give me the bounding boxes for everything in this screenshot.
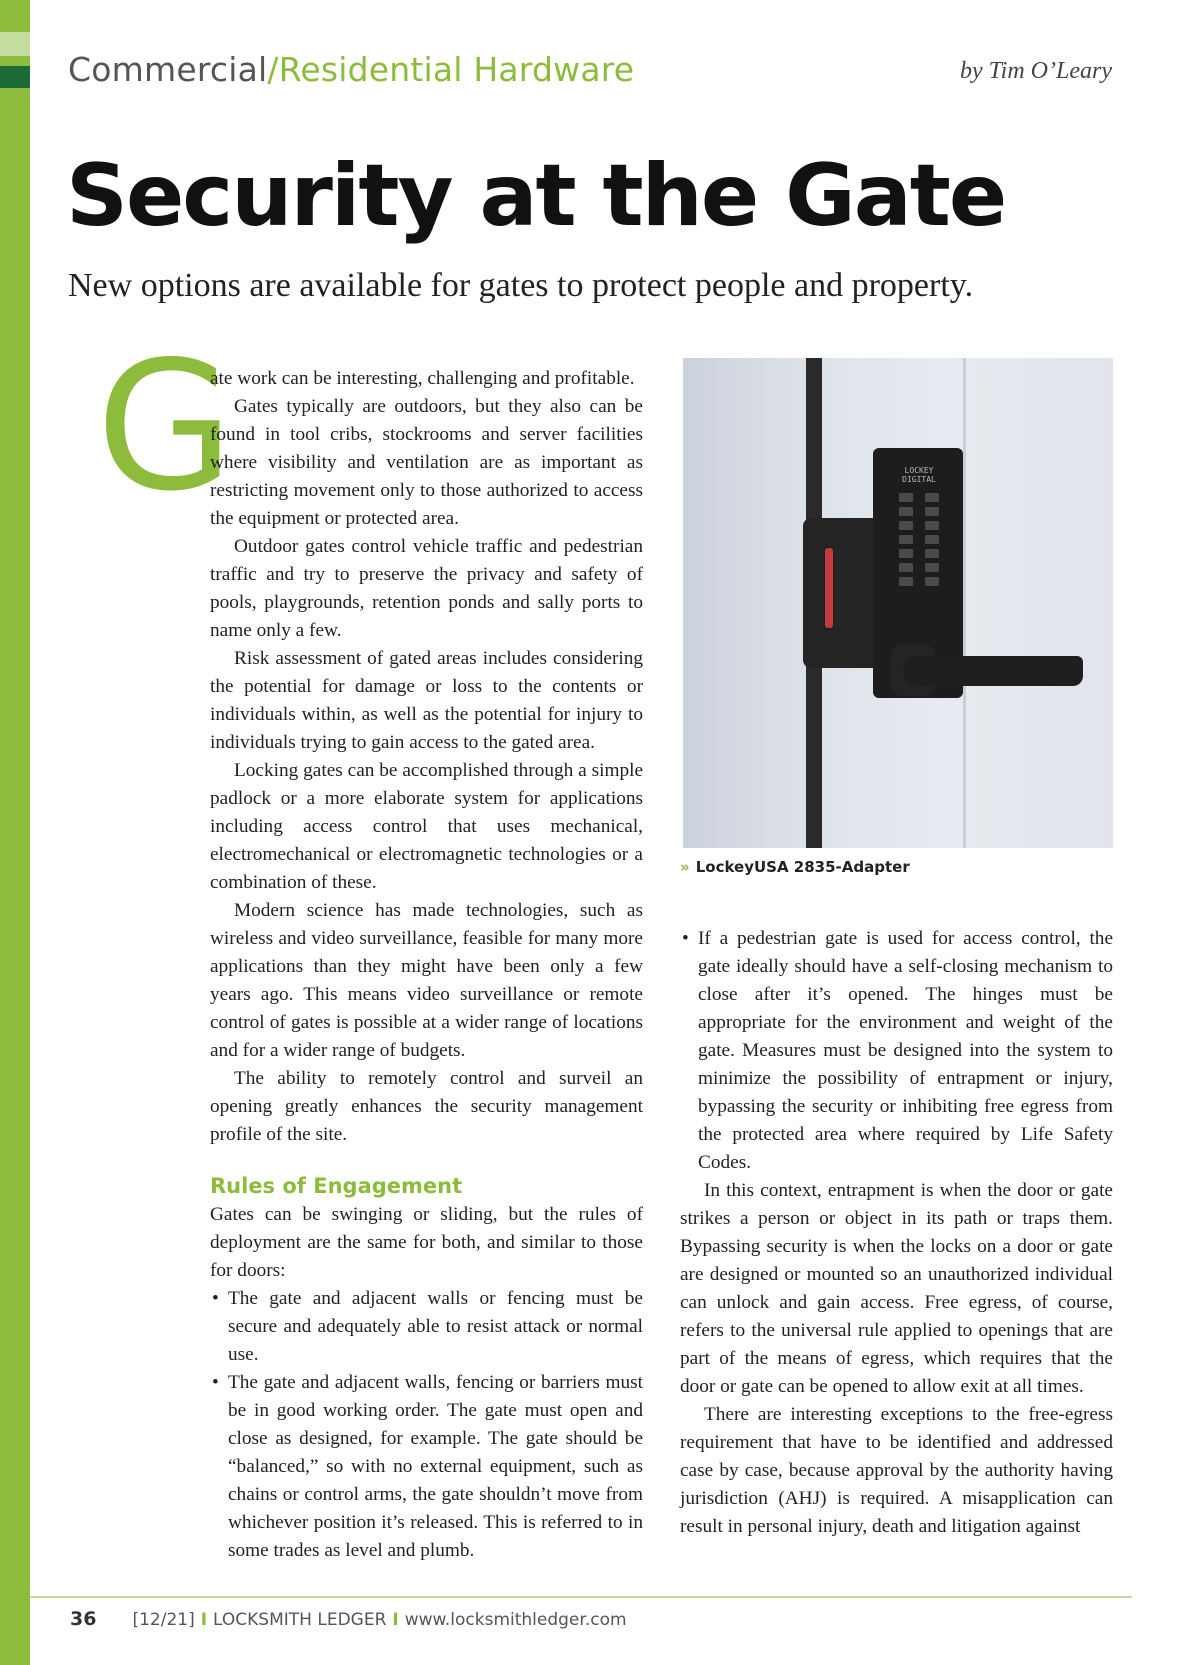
section-tab-dark [0, 66, 30, 88]
keypad-key [899, 493, 913, 502]
keypad-key [925, 521, 939, 530]
left-column [210, 365, 643, 1565]
article-title: Security at the Gate [66, 146, 1006, 246]
left-accent-bar [0, 0, 30, 1665]
paragraph: The ability to remotely control and surveil an opening greatly enhances the security management profile of the site. [210, 1068, 643, 1145]
bullet-list [680, 925, 1113, 1177]
keypad-key [925, 535, 939, 544]
paragraph: Gates typically are outdoors, but they also can be found in tool cribs, stockrooms and server facilities where visibility and ventilation are as important as restricting movement only to those authorized to access the equipment or protected area. [210, 396, 643, 529]
chevron-right-icon: » [680, 858, 690, 876]
paragraph: Modern science has made technologies, such as wireless and video surveillance, feasible for many more applications than they might have been only a few years ago. This means video surveillance or remote control of gates is possible at a wider range of locations and for a wider range of budgets. [210, 900, 643, 1061]
footer-separator: I [200, 1610, 208, 1630]
section-heading-part2: Residential Hardware [278, 50, 635, 89]
keypad-key [899, 535, 913, 544]
publication-url[interactable]: www.locksmithledger.com [404, 1610, 627, 1630]
article-deck: New options are available for gates to protect people and property. [68, 267, 974, 304]
paragraph: Gates can be swinging or sliding, but the rules of deployment are the same for both, and similar to those for doors: [210, 1204, 643, 1281]
paragraph: Outdoor gates control vehicle traffic and pedestrian traffic and try to preserve the privacy and safety of pools, playgrounds, retention ponds and sally ports to name only a few. [210, 536, 643, 641]
paragraph: Locking gates can be accomplished through a simple padlock or a more elaborate system for applications including access control that uses mechanical, electromechanical or electromagnetic technologies or a combination of these. [210, 760, 643, 893]
publication-name: LOCKSMITH LEDGER [213, 1610, 387, 1630]
lever-handle [903, 656, 1083, 686]
section-heading [68, 50, 634, 89]
paragraph: Risk assessment of gated areas includes considering the potential for damage or loss to the contents or individuals within, as well as the potential for injury to individuals trying to gain access to the gated area. [210, 648, 643, 753]
paragraph: In this context, entrapment is when the door or gate strikes a person or object in its path or traps them. Bypassing security is when the locks on a door or gate are designed or mounted so an unauthorized individual can unlock and gain access. Free egress, of course, refers to the universal rule applied to openings that are part of the means of egress, which requires that the door or gate can be opened to allow exit at all times. [680, 1180, 1113, 1397]
section-heading-part1: Commercial [68, 50, 268, 89]
right-column [680, 925, 1113, 1541]
lock-adapter [803, 518, 883, 668]
page-footer [70, 1608, 627, 1630]
keypad-key [899, 549, 913, 558]
keypad-key [925, 563, 939, 572]
keypad-lock [803, 448, 1003, 718]
drop-cap: G [96, 323, 234, 530]
keypad-key [899, 507, 913, 516]
keypad-key [899, 577, 913, 586]
bullet-list [210, 1285, 643, 1565]
bullet-item: • If a pedestrian gate is used for access control, the gate ideally should have a self-closing mechanism to close after it’s opened. The hinges must be appropriate for the environment and weight of the gate. Measures must be designed into the system to minimize the possibility of entrapment or injury, bypassing the security or inhibiting free egress from the protected area where required by Life Safety Codes. [680, 925, 1113, 1177]
keypad-key [925, 493, 939, 502]
footer-rule [30, 1596, 1132, 1598]
keypad-key [899, 563, 913, 572]
keypad-brand-label: LOCKEY DIGITAL [902, 466, 936, 484]
keypad-key [925, 577, 939, 586]
keypad-key [925, 507, 939, 516]
byline: by Tim O’Leary [960, 58, 1112, 84]
paragraph: There are interesting exceptions to the free-egress requirement that have to be identified and addressed case by case, because approval by the authority having jurisdiction (AHJ) is required. A misapplication can result in personal injury, death and litigation against [680, 1404, 1113, 1537]
section-tab-light [0, 32, 30, 56]
section-heading-slash: / [267, 50, 279, 89]
bullet-item: • The gate and adjacent walls, fencing or barriers must be in good working order. The gate must open and close as designed, for example. The gate should be “balanced,” so with no external equipment, such as chains or control arms, the gate shouldn’t move from whichever position it’s released. This is referred to in some trades as level and plumb. [210, 1369, 643, 1565]
paragraph: ate work can be interesting, challenging and profitable. [210, 368, 635, 389]
product-photo [683, 358, 1113, 848]
caption-text: LockeyUSA 2835-Adapter [695, 858, 910, 876]
bullet-item: • The gate and adjacent walls or fencing must be secure and adequately able to resist attack or normal use. [210, 1285, 643, 1369]
page-number: 36 [70, 1608, 97, 1630]
adapter-logo-stripe [825, 548, 833, 628]
photo-caption [680, 858, 910, 876]
keypad-key [899, 521, 913, 530]
subhead-rules-of-engagement: Rules of Engagement [210, 1174, 463, 1198]
keypad-key [925, 549, 939, 558]
footer-separator: I [392, 1610, 399, 1630]
issue-date: [12/21] [132, 1610, 195, 1630]
